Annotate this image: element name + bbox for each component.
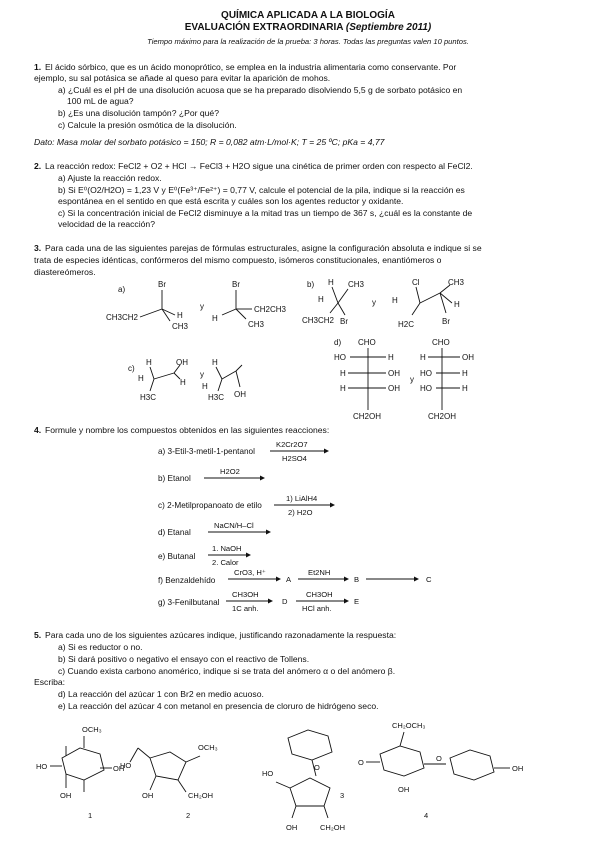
- q4f-top: CrO3, H⁺: [234, 568, 266, 577]
- q4-reaction-d: d) Etanal: [158, 528, 191, 537]
- q4a-top: K2Cr2O7: [276, 440, 308, 449]
- q3b-br2: Br: [442, 317, 450, 326]
- q3c-oh1: OH: [176, 358, 188, 367]
- q3d-ho3: HO: [420, 384, 432, 393]
- sugar4-o: O: [358, 758, 364, 767]
- q3b-ch3-2: CH3: [448, 278, 465, 287]
- q4g-D: D: [282, 597, 288, 606]
- q3a-ch2ch3b: CH2CH3: [254, 305, 287, 314]
- q1-c: c) Calcule la presión osmótica de la disolución.: [58, 120, 237, 130]
- q3c-oh2: OH: [234, 390, 246, 399]
- sugar-number-3: 3: [340, 791, 345, 800]
- q3a-y: y: [200, 302, 204, 311]
- q3c-h3c-2: H3C: [208, 393, 225, 402]
- q4a-bottom: H2SO4: [282, 454, 307, 463]
- q3-line2: trata de especies idénticas, confórmeros del mismo compuesto, isómeros constitucionales, enantiómeros o: [34, 255, 442, 265]
- q4-reaction-c: c) 2-Metilpropanoato de etilo: [158, 501, 262, 510]
- q4-reaction-f: f) Benzaldehído: [158, 576, 216, 585]
- q2-c-line1: c) Si la concentración inicial de FeCl2 disminuye a la mitad tras un tiempo de 367 s, ¿cuál es la constante de: [58, 208, 473, 218]
- q4-reaction-e: e) Butanal: [158, 552, 196, 561]
- q3d-ch2oh2: CH2OH: [428, 412, 457, 421]
- q4e-bottom: 2. Calor: [212, 558, 239, 567]
- q3d-cho1: CHO: [358, 338, 376, 347]
- q4b-top: H2O2: [220, 467, 240, 476]
- q3d-h5: H: [462, 369, 468, 378]
- q3-structures: [0, 275, 616, 425]
- q5-b: b) Si dará positivo o negativo el ensayo con el reactivo de Tollens.: [58, 654, 310, 664]
- q5-line1: Para cada uno de los siguientes azúcares indique, justificando razonadamente la respuesta:: [45, 630, 397, 640]
- sugar-number-1: 1: [88, 811, 93, 820]
- q3d-oh3: OH: [462, 353, 474, 362]
- sugar2-ho: HO: [120, 761, 132, 770]
- exam-subtitle: [0, 22, 616, 33]
- sugar4-oh2: OH: [398, 785, 410, 794]
- q4g-E: E: [354, 597, 360, 606]
- sugar-number-2: 2: [186, 811, 191, 820]
- q4-number: 4.: [34, 425, 42, 435]
- q3b-h2: H: [318, 295, 324, 304]
- exam-note: Tiempo máximo para la realización de la prueba: 3 horas. Todas las preguntas valen 10 puntos.: [147, 37, 469, 46]
- q3c-y: y: [200, 370, 204, 379]
- q4f-A: A: [286, 575, 292, 584]
- sugar2-ch2oh: CH₂OH: [188, 791, 213, 800]
- q3d-cho2: CHO: [432, 338, 450, 347]
- sugar1-och3: OCH₃: [82, 725, 102, 734]
- q3d-h2: H: [340, 369, 346, 378]
- q3a-ch2ch3: CH3CH2: [106, 313, 139, 322]
- q3d-h3: H: [340, 384, 346, 393]
- sugar2-oh: OH: [142, 791, 154, 800]
- q2-a: a) Ajuste la reacción redox.: [58, 173, 162, 183]
- q1-line2: ejemplo, su sal potásica se añade al queso para evitar la aparición de mohos.: [34, 73, 331, 83]
- sugar4-link-o: O: [436, 754, 442, 763]
- q3-line3: diastereómeros.: [34, 267, 96, 277]
- q5-a: a) Si es reductor o no.: [58, 642, 143, 652]
- q3c-h3c-1: H3C: [140, 393, 157, 402]
- q1-a-line1: a) ¿Cuál es el pH de una disolución acuosa que se ha preparado disolviendo 5,5 g de sorbato potásico en: [58, 85, 463, 95]
- q3d-h4: H: [420, 353, 426, 362]
- q3c-h4: H: [180, 378, 186, 387]
- q4g-hcl: HCl anh.: [302, 604, 332, 613]
- sugar1-oh2: OH: [60, 791, 72, 800]
- q3a-h1: H: [177, 311, 183, 320]
- q4f-C: C: [426, 575, 432, 584]
- q3b-h3: H: [392, 296, 398, 305]
- sugar2-och3: OCH₃: [198, 743, 218, 752]
- sugar3-oh: OH: [286, 823, 298, 832]
- q4c-top: 1) LiAlH4: [286, 494, 318, 503]
- q3c-h1: H: [146, 358, 152, 367]
- q3-line1: Para cada una de las siguientes parejas de fórmulas estructurales, asigne la configuración absoluta e indique si se: [45, 243, 482, 253]
- q3b-h1: H: [328, 278, 334, 287]
- q2-line1: La reacción redox: FeCl2 + O2 + HCl → FeCl3 + H2O sigue una cinética de primer orden con respecto al FeCl2.: [45, 161, 473, 171]
- q3c-h5: H: [212, 358, 218, 367]
- exam-title: QUÍMICA APLICADA A LA BIOLOGÍA: [221, 10, 395, 21]
- q3b-br1: Br: [340, 317, 348, 326]
- q1-line1: El ácido sórbico, que es un ácido monoprótico, se emplea en la industria alimentaria como conservante. Por: [45, 62, 457, 72]
- q5-e: e) La reacción del azúcar 4 con metanol en presencia de cloruro de hidrógeno seco.: [58, 701, 379, 711]
- q3b-h2c: H2C: [398, 320, 415, 329]
- q3b-cl: Cl: [412, 278, 420, 287]
- q4-arrows: [0, 435, 616, 615]
- q3c-h6: H: [202, 382, 208, 391]
- q1-data: Dato: Masa molar del sorbato potásico = 150; R = 0,082 atm·L/mol·K; T = 25 ºC; pKa = 4,77: [34, 137, 385, 147]
- q3d-ho1: HO: [334, 353, 346, 362]
- q3a-br2: Br: [232, 280, 240, 289]
- q3-label-b: b): [307, 280, 315, 289]
- sugar3-ch2oh: CH₂OH: [320, 823, 345, 832]
- q4g-bottom: 1C anh.: [232, 604, 259, 613]
- q3-number: 3.: [34, 243, 42, 253]
- q3d-ho2: HO: [420, 369, 432, 378]
- sugar4-oh: OH: [512, 764, 524, 773]
- q3a-ch3-1: CH3: [172, 322, 189, 331]
- q5-number: 5.: [34, 630, 42, 640]
- q1-b: b) ¿Es una disolución tampón? ¿Por qué?: [58, 108, 219, 118]
- q3b-ch2ch3: CH3CH2: [302, 316, 335, 325]
- sugar3-ho: HO: [262, 769, 274, 778]
- q1-number: 1.: [34, 62, 42, 72]
- q2-b-line2: espontánea en el sentido en que está escrita y cuáles son los agentes reductor y oxidante.: [58, 196, 404, 206]
- q2-number: 2.: [34, 161, 42, 171]
- q3d-h1: H: [388, 353, 394, 362]
- q5-escriba: Escriba:: [34, 677, 66, 687]
- sugar4-ch2oh: CH₂OCH₃: [392, 721, 426, 730]
- q4c-bottom: 2) H2O: [288, 508, 313, 517]
- q5-sugar-structures: [0, 718, 616, 838]
- q3-label-a: a): [118, 285, 126, 294]
- q1-a-line2: 100 mL de agua?: [67, 96, 134, 106]
- q4f-B: B: [354, 575, 360, 584]
- q2-b-line1: b) Si E⁰(O2/H2O) = 1,23 V y E⁰(Fe³⁺/Fe²⁺) = 0,77 V, calcule el potencial de la pila, indique si la reacción es: [58, 185, 465, 195]
- q3a-h2: H: [212, 314, 218, 323]
- q3b-h4: H: [454, 300, 460, 309]
- sugar1-oh: OH: [113, 764, 125, 773]
- q4g-top: CH3OH: [232, 590, 259, 599]
- q5-d: d) La reacción del azúcar 1 con Br2 en medio acuoso.: [58, 689, 264, 699]
- q3c-h2: H: [138, 374, 144, 383]
- q3-label-d: d): [334, 338, 342, 347]
- q2-c-line2: velocidad de la reacción?: [58, 219, 155, 229]
- q3a-ch3-2: CH3: [248, 320, 265, 329]
- q4-reaction-b: b) Etanol: [158, 474, 191, 483]
- q3b-y: y: [372, 298, 376, 307]
- q4f-socl2: Et2NH: [308, 568, 331, 577]
- q3a-br1: Br: [158, 280, 166, 289]
- sugar3-o: O: [314, 763, 320, 772]
- q4g-ch3oh: CH3OH: [306, 590, 333, 599]
- sugar-number-4: 4: [424, 811, 429, 820]
- q3d-ch2oh1: CH2OH: [353, 412, 382, 421]
- q4e-top: 1. NaOH: [212, 544, 242, 553]
- sugar1-ho: HO: [36, 762, 48, 771]
- q3d-oh1: OH: [388, 369, 400, 378]
- q5-c: c) Cuando exista carbono anomérico, indique si se trata del anómero α o del anómero β.: [58, 666, 396, 676]
- q3b-ch3-1: CH3: [348, 280, 365, 289]
- subtitle-date: (Septiembre 2011): [345, 22, 432, 33]
- q3-label-c: c): [128, 364, 135, 373]
- q3d-h6: H: [462, 384, 468, 393]
- q4-reaction-a: a) 3-Etil-3-metil-1-pentanol: [158, 447, 255, 456]
- subtitle-main: EVALUACIÓN EXTRAORDINARIA: [184, 22, 344, 33]
- q4-line1: Formule y nombre los compuestos obtenidos en las siguientes reacciones:: [45, 425, 330, 435]
- q3d-oh2: OH: [388, 384, 400, 393]
- q4-reaction-g: g) 3-Fenilbutanal: [158, 598, 220, 607]
- q3d-y: y: [410, 375, 414, 384]
- q4d-top: NaCN/H–Cl: [214, 521, 254, 530]
